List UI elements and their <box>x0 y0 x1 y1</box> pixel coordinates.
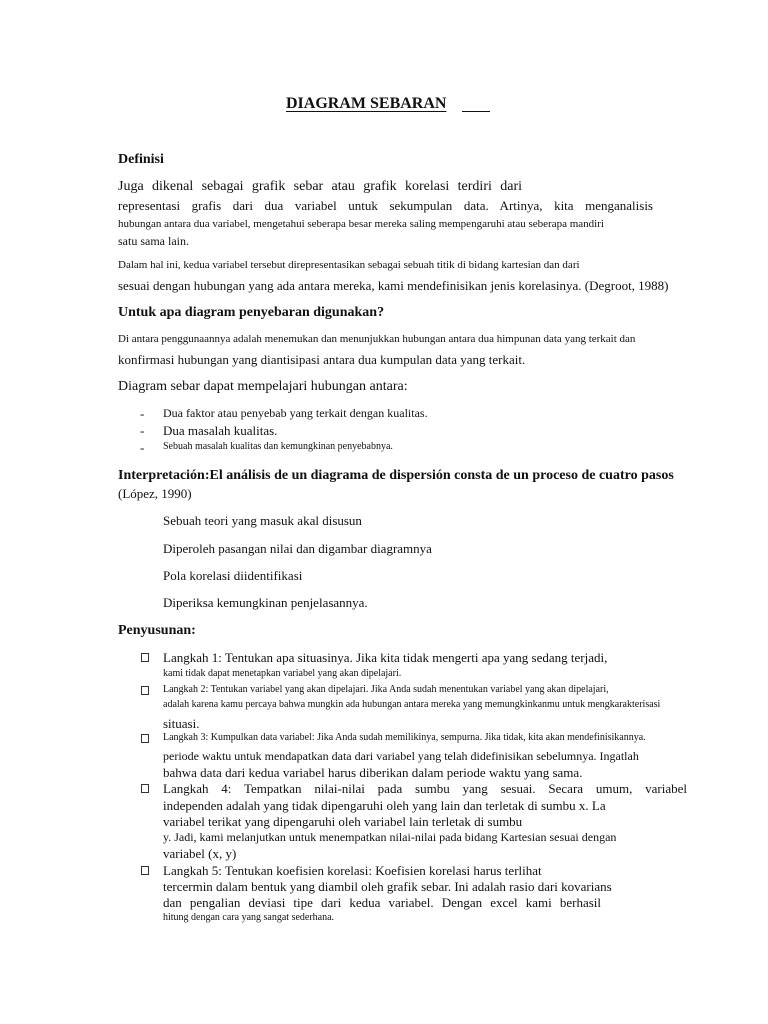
page-title: DIAGRAM SEBARAN <box>286 95 447 112</box>
step-4-line-4: y. Jadi, kami melanjutkan untuk menempatkan nilai-nilai pada bidang Kartesian sesuai dengan <box>163 830 617 844</box>
step-5-line-3: dan pengalian deviasi tipe dari kedua variabel. Dengan excel kami berhasil <box>163 895 601 910</box>
interpretacion-heading: Interpretación:El análisis de un diagrama de dispersión consta de un proceso de cuatro pasos <box>118 468 674 483</box>
untuk-heading: Untuk apa diagram penyebaran digunakan? <box>118 305 385 320</box>
step-4-line-1: Langkah 4: Tempatkan nilai-nilai pada sumbu yang sesuai. Secara umum, variabel <box>163 781 687 796</box>
step-2-line-1: Langkah 2: Tentukan variabel yang akan dipelajari. Jika Anda sudah menentukan variabel yang akan dipelajari, <box>163 684 609 695</box>
step-5-line-1: Langkah 5: Tentukan koefisien korelasi: Koefisien korelasi harus terlihat <box>163 863 542 878</box>
step-3-line-2: periode waktu untuk mendapatkan data dari variabel yang telah didefinisikan sebelumnya. Ingatlah <box>163 749 639 763</box>
definisi-heading: Definisi <box>118 152 164 167</box>
step-1-line-1: Langkah 1: Tentukan apa situasinya. Jika kita tidak mengerti apa yang sedang terjadi, <box>163 650 608 665</box>
untuk-line-3: Diagram sebar dapat mempelajari hubungan antara: <box>118 379 408 394</box>
definisi-line-6: sesuai dengan hubungan yang ada antara mereka, kami mendefinisikan jenis korelasinya. (Degroot, 1988) <box>118 278 669 293</box>
definisi-line-3: hubungan antara dua variabel, mengetahui seberapa besar mereka saling mempengaruhi atau seberapa mandiri <box>118 218 604 230</box>
bullet-dash: - <box>140 423 145 438</box>
list-item: Dua faktor atau penyebab yang terkait dengan kualitas. <box>163 406 428 420</box>
step-4-line-5: variabel (x, y) <box>163 846 237 861</box>
step-2-line-3: situasi. <box>163 716 200 731</box>
interpretacion-step-1: Sebuah teori yang masuk akal disusun <box>163 513 362 528</box>
bullet-box-icon <box>141 734 149 743</box>
list-item: Dua masalah kualitas. <box>163 423 278 438</box>
bullet-box-icon <box>141 866 149 875</box>
bullet-box-icon <box>141 784 149 793</box>
step-4-line-3: variabel terikat yang dipengaruhi oleh variabel lain terletak di sumbu <box>163 814 523 829</box>
step-5-line-4: hitung dengan cara yang sangat sederhana. <box>163 912 335 923</box>
definisi-line-2: representasi grafis dari dua variabel untuk sekumpulan data. Artinya, kita menganalisis <box>118 198 653 213</box>
step-1-line-2: kami tidak dapat menetapkan variabel yang akan dipelajari. <box>163 668 402 679</box>
list-item: Sebuah masalah kualitas dan kemungkinan penyebabnya. <box>163 441 393 452</box>
bullet-dash: - <box>140 440 145 455</box>
interpretacion-step-2: Diperoleh pasangan nilai dan digambar diagramnya <box>163 541 432 556</box>
step-5-line-2: tercermin dalam bentuk yang diambil oleh grafik sebar. Ini adalah rasio dari kovarians <box>163 879 612 894</box>
untuk-line-1: Di antara penggunaannya adalah menemukan dan menunjukkan hubungan antara dua himpunan data yang terkait dan <box>118 333 636 345</box>
definisi-line-4: satu sama lain. <box>118 234 189 248</box>
title-underline <box>462 111 490 112</box>
untuk-line-2: konfirmasi hubungan yang diantisipasi antara dua kumpulan data yang terkait. <box>118 352 526 367</box>
interpretacion-cite: (López, 1990) <box>118 486 192 501</box>
step-4-line-2: independen adalah yang tidak dipengaruhi oleh yang lain dan terletak di sumbu x. La <box>163 798 606 813</box>
step-3-line-1: Langkah 3: Kumpulkan data variabel: Jika Anda sudah memilikinya, sempurna. Jika tidak, kita akan mendefinisikannya. <box>163 732 646 743</box>
definisi-line-1: Juga dikenal sebagai grafik sebar atau grafik korelasi terdiri dari <box>118 179 522 194</box>
penyusunan-heading: Penyusunan: <box>118 623 196 638</box>
bullet-dash: - <box>140 406 145 421</box>
interpretacion-step-3: Pola korelasi diidentifikasi <box>163 568 303 583</box>
step-2-line-2: adalah karena kamu percaya bahwa mungkin ada hubungan antara mereka yang memungkinkanmu untuk mengkarakterisasi <box>163 699 661 710</box>
definisi-line-5: Dalam hal ini, kedua variabel tersebut direpresentasikan sebagai sebuah titik di bidang kartesian dan dari <box>118 259 580 271</box>
bullet-box-icon <box>141 686 149 695</box>
step-3-line-3: bahwa data dari kedua variabel harus diberikan dalam periode waktu yang sama. <box>163 765 583 780</box>
interpretacion-step-4: Diperiksa kemungkinan penjelasannya. <box>163 595 368 610</box>
bullet-box-icon <box>141 653 149 662</box>
